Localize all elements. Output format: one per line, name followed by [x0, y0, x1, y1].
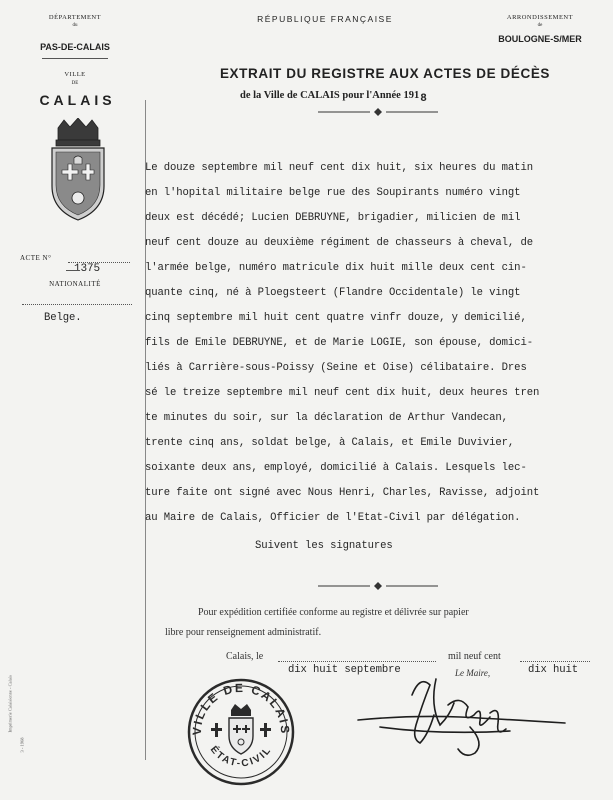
body-line: au Maire de Calais, Officier de l'Etat-Civil par délégation.	[145, 512, 521, 524]
le-maire-label: Le Maire,	[455, 668, 491, 678]
date-dotted-line	[278, 661, 436, 662]
ville-de: DE	[71, 81, 79, 86]
body-line: ture faite ont signé avec Nous Henri, Charles, Ravisse, adjoint	[145, 487, 540, 499]
acte-strike	[66, 270, 78, 271]
mil-neuf-cent-label: mil neuf cent	[448, 651, 501, 662]
header-divider	[42, 58, 108, 59]
body-line: soixante deux ans, employé, domicilié à Calais. Lesquels lec-	[145, 462, 527, 474]
city-seal-stamp	[185, 676, 297, 788]
year-digit: 8	[420, 93, 427, 105]
body-line: deux est décédé; Lucien DEBRUYNE, brigadier, milicien de mil	[145, 212, 521, 224]
republic-header: RÉPUBLIQUE FRANÇAISE	[257, 14, 393, 24]
arrondissement-de: de	[537, 23, 543, 28]
body-line: sé le treize septembre mil neuf cent dix huit, deux heures tren	[145, 387, 540, 399]
department-name: PAS-DE-CALAIS	[40, 42, 110, 52]
nationalite-label: NATIONALITÉ	[49, 280, 101, 288]
body-line: fils de Emile DEBRUYNE, et de Marie LOGIE, son épouse, domici-	[145, 337, 533, 349]
stamp-shield-icon	[229, 704, 253, 754]
printer-note-2: 3 - 1968	[19, 737, 25, 753]
arrondissement-label: ARRONDISSEMENT	[506, 14, 574, 21]
nationalite-value: Belge.	[44, 312, 82, 324]
printer-note: Imprimerie Calaisienne - Calais	[7, 675, 13, 733]
nationalite-dotted-line	[22, 304, 132, 305]
ville-label: VILLE	[64, 71, 86, 78]
subtitle-prefix: de la Ville de CALAIS pour l'Année 191	[240, 90, 420, 101]
body-line: liés à Carrière-sous-Poissy (Seine et Oise) célibataire. Dres	[145, 362, 527, 374]
coat-of-arms-icon	[44, 118, 112, 222]
arrondissement-name: BOULOGNE-S/MER	[498, 34, 582, 44]
separator-ornament-icon	[318, 580, 438, 592]
title-ornament-icon	[318, 106, 438, 118]
body-line: cinq septembre mil huit cent quatre vinfr douze, y demicilié,	[145, 312, 527, 324]
date-typed: dix huit septembre	[288, 664, 401, 676]
stamp-bottom-text: ÉTAT-CIVIL	[207, 744, 275, 770]
department-label: DÉPARTEMENT	[48, 14, 102, 21]
document-title: EXTRAIT DU REGISTRE AUX ACTES DE DÉCÈS	[219, 65, 551, 82]
body-line: l'armée belge, numéro matricule dix huit mille deux cent cin-	[145, 262, 527, 274]
stamp-top-text: VILLE DE CALAIS	[189, 680, 293, 736]
body-line: Le douze septembre mil neuf cent dix huit, six heures du matin	[145, 162, 533, 174]
document-subtitle	[240, 90, 427, 105]
certification-line-1: Pour expédition certifiée conforme au registre et délivrée sur papier	[198, 607, 469, 618]
acte-label: ACTE N°	[20, 254, 52, 262]
department-de: du	[72, 23, 78, 28]
certification-line-2: libre pour renseignement administratif.	[165, 627, 322, 638]
year-dotted-line	[520, 661, 590, 662]
body-line: te minutes du soir, sur la déclaration de Arthur Vandecan,	[145, 412, 508, 424]
body-line: en l'hopital militaire belge rue des Soupirants numéro vingt	[145, 187, 521, 199]
body-line: trente cinq ans, soldat belge, à Calais, et Emile Duvivier,	[145, 437, 515, 449]
body-line: neuf cent douze au deuxième régiment de chasseurs à cheval, de	[145, 237, 533, 249]
body-line: quante cinq, né à Ploegsteert (Flandre Occidentale) le vingt	[145, 287, 521, 299]
mayor-signature	[350, 665, 580, 765]
ville-name: CALAIS	[39, 92, 116, 108]
year-typed: dix huit	[528, 664, 579, 676]
acte-number: 1375	[74, 263, 101, 275]
signatures-line: Suivent les signatures	[255, 540, 393, 552]
left-margin-rule	[145, 100, 146, 760]
calais-le-label: Calais, le	[226, 651, 264, 662]
